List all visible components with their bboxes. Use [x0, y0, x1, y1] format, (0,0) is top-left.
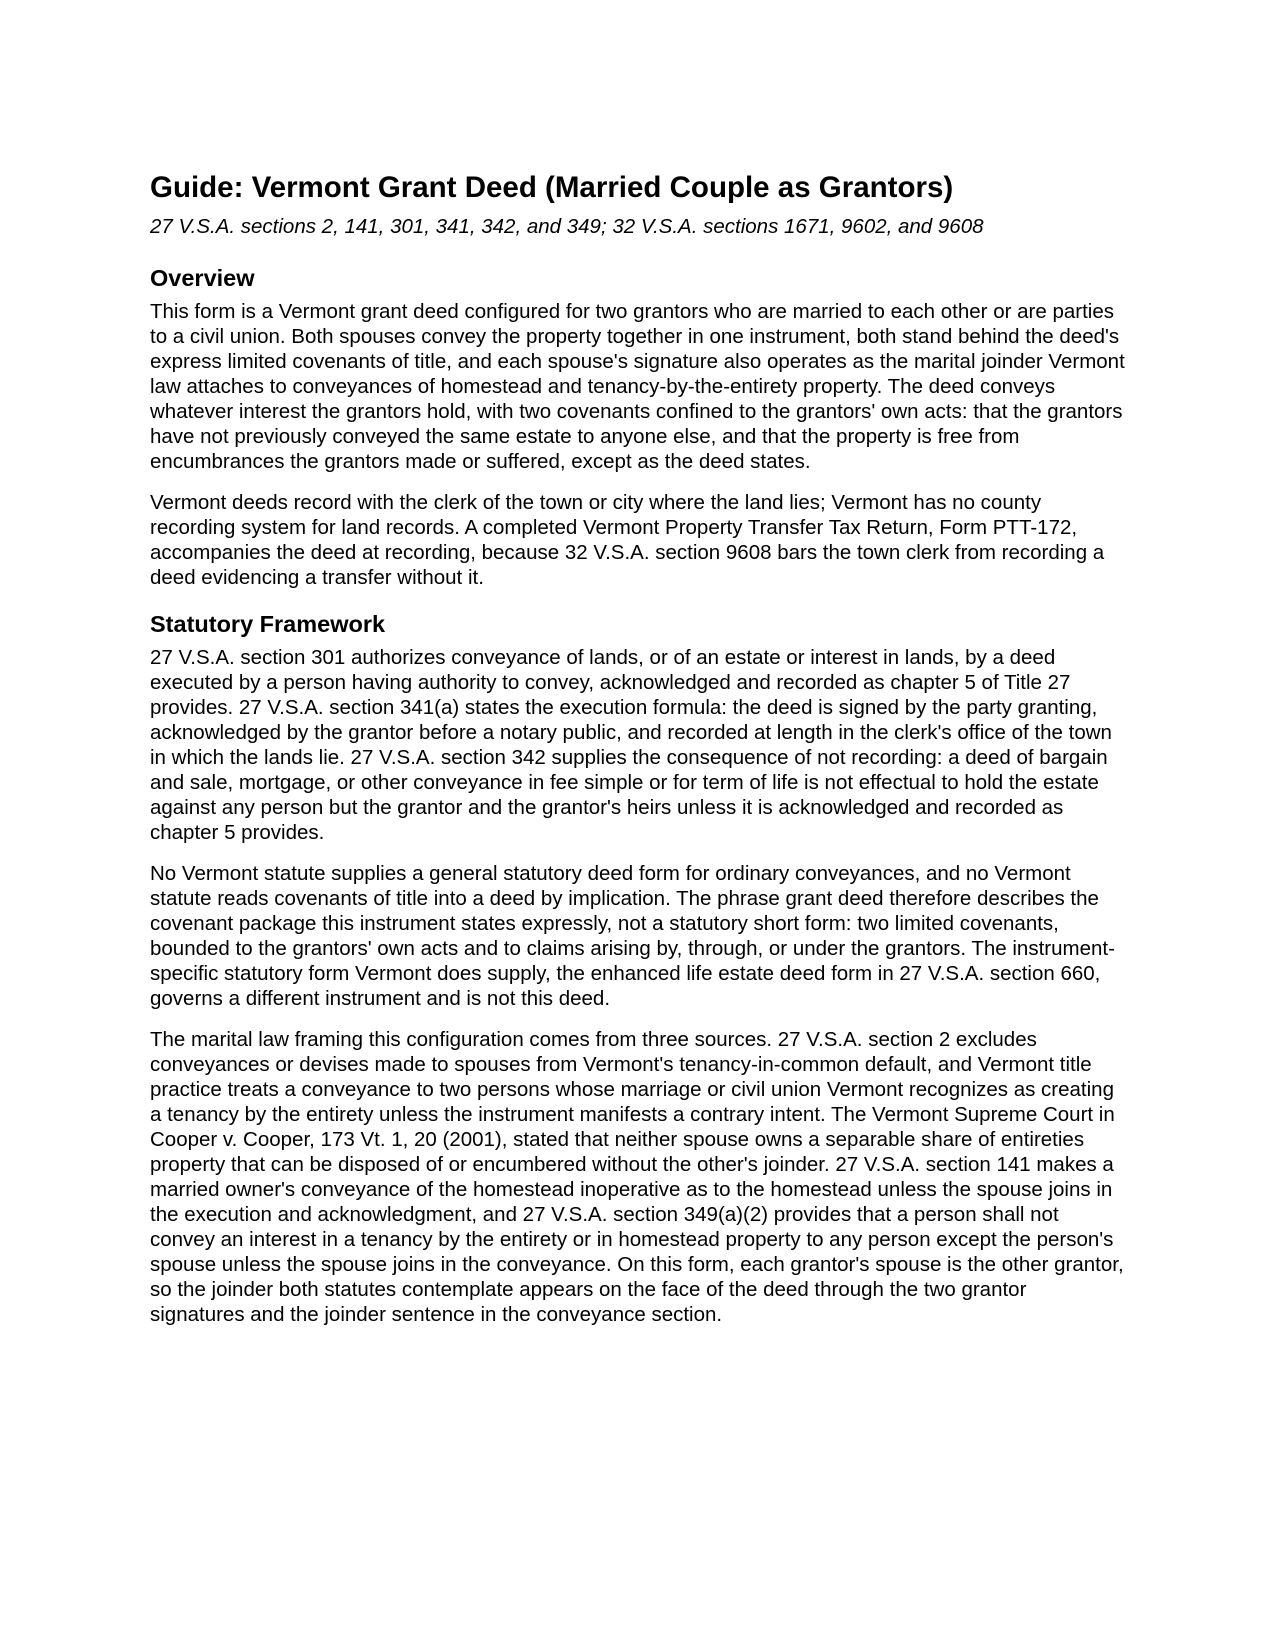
framework-paragraph-2: No Vermont statute supplies a general statutory deed form for ordinary conveyances, and no Vermont statute reads covenants of title into a deed by implication. The phrase grant deed therefore describes the covenant package this instrument states expressly, not a statutory short form: two limited covenants, bounded to the grantors' own acts and to claims arising by, through, or under the grantors. The instrument-specific statutory form Vermont does supply, the enhanced life estate deed form in 27 V.S.A. section 660, governs a different instrument and is not this deed. — [150, 862, 1115, 1011]
framework-paragraph-1: 27 V.S.A. section 301 authorizes conveyance of lands, or of an estate or interest in lands, by a deed executed by a person having authority to convey, acknowledged and recorded as chapter 5 of Title 27 provides. 27 V.S.A. section 341(a) states the execution formula: the deed is signed by the party granting, acknowledged by the grantor before a notary public, and recorded at length in the clerk's office of the town in which the lands lie. 27 V.S.A. section 342 supplies the consequence of not recording: a deed of bargain and sale, mortgage, or other conveyance in fee simple or for term of life is not effectual to hold the estate against any person but the grantor and the grantor's heirs unless it is acknowledged and recorded as chapter 5 provides. — [150, 646, 1112, 845]
statute-citations: 27 V.S.A. sections 2, 141, 301, 341, 342, and 349; 32 V.S.A. sections 1671, 9602, and 9608 — [150, 215, 984, 239]
section-heading-statutory-framework: Statutory Framework — [150, 611, 386, 638]
document-title: Guide: Vermont Grant Deed (Married Couple as Grantors) — [150, 171, 954, 204]
section-heading-overview: Overview — [150, 264, 255, 291]
overview-paragraph-2: Vermont deeds record with the clerk of the town or city where the land lies; Vermont has no county recording system for land records. A completed Vermont Property Transfer Tax Return, Form PTT-172, accompanies the deed at recording, because 32 V.S.A. section 9608 bars the town clerk from recording a deed evidencing a transfer without it. — [150, 491, 1105, 590]
overview-paragraph-1: This form is a Vermont grant deed configured for two grantors who are married to each other or are parties to a civil union. Both spouses convey the property together in one instrument, both stand behind the deed's express limited covenants of title, and each spouse's signature also operates as the marital joinder Vermont law attaches to conveyances of homestead and tenancy-by-the-entirety property. The deed conveys whatever interest the grantors hold, with two covenants confined to the grantors' own acts: that the grantors have not previously conveyed the same estate to anyone else, and that the property is free from encumbrances the grantors made or suffered, except as the deed states. — [150, 300, 1125, 474]
document-page — [150, 170, 1125, 1343]
framework-paragraph-3: The marital law framing this configuration comes from three sources. 27 V.S.A. section 2 excludes conveyances or devises made to spouses from Vermont's tenancy-in-common default, and Vermont title practice treats a conveyance to two persons whose marriage or civil union Vermont recognizes as creating a tenancy by the entirety unless the instrument manifests a contrary intent. The Vermont Supreme Court in Cooper v. Cooper, 173 Vt. 1, 20 (2001), stated that neither spouse owns a separable share of entireties property that can be disposed of or encumbered without the other's joinder. 27 V.S.A. section 141 makes a married owner's conveyance of the homestead inoperative as to the homestead unless the spouse joins in the execution and acknowledgment, and 27 V.S.A. section 349(a)(2) provides that a person shall not convey an interest in a tenancy by the entirety or in homestead property to any person except the person's spouse unless the spouse joins in the conveyance. On this form, each grantor's spouse is the other grantor, so the joinder both statutes contemplate appears on the face of the deed through the two grantor signatures and the joinder sentence in the conveyance section. — [150, 1028, 1124, 1327]
